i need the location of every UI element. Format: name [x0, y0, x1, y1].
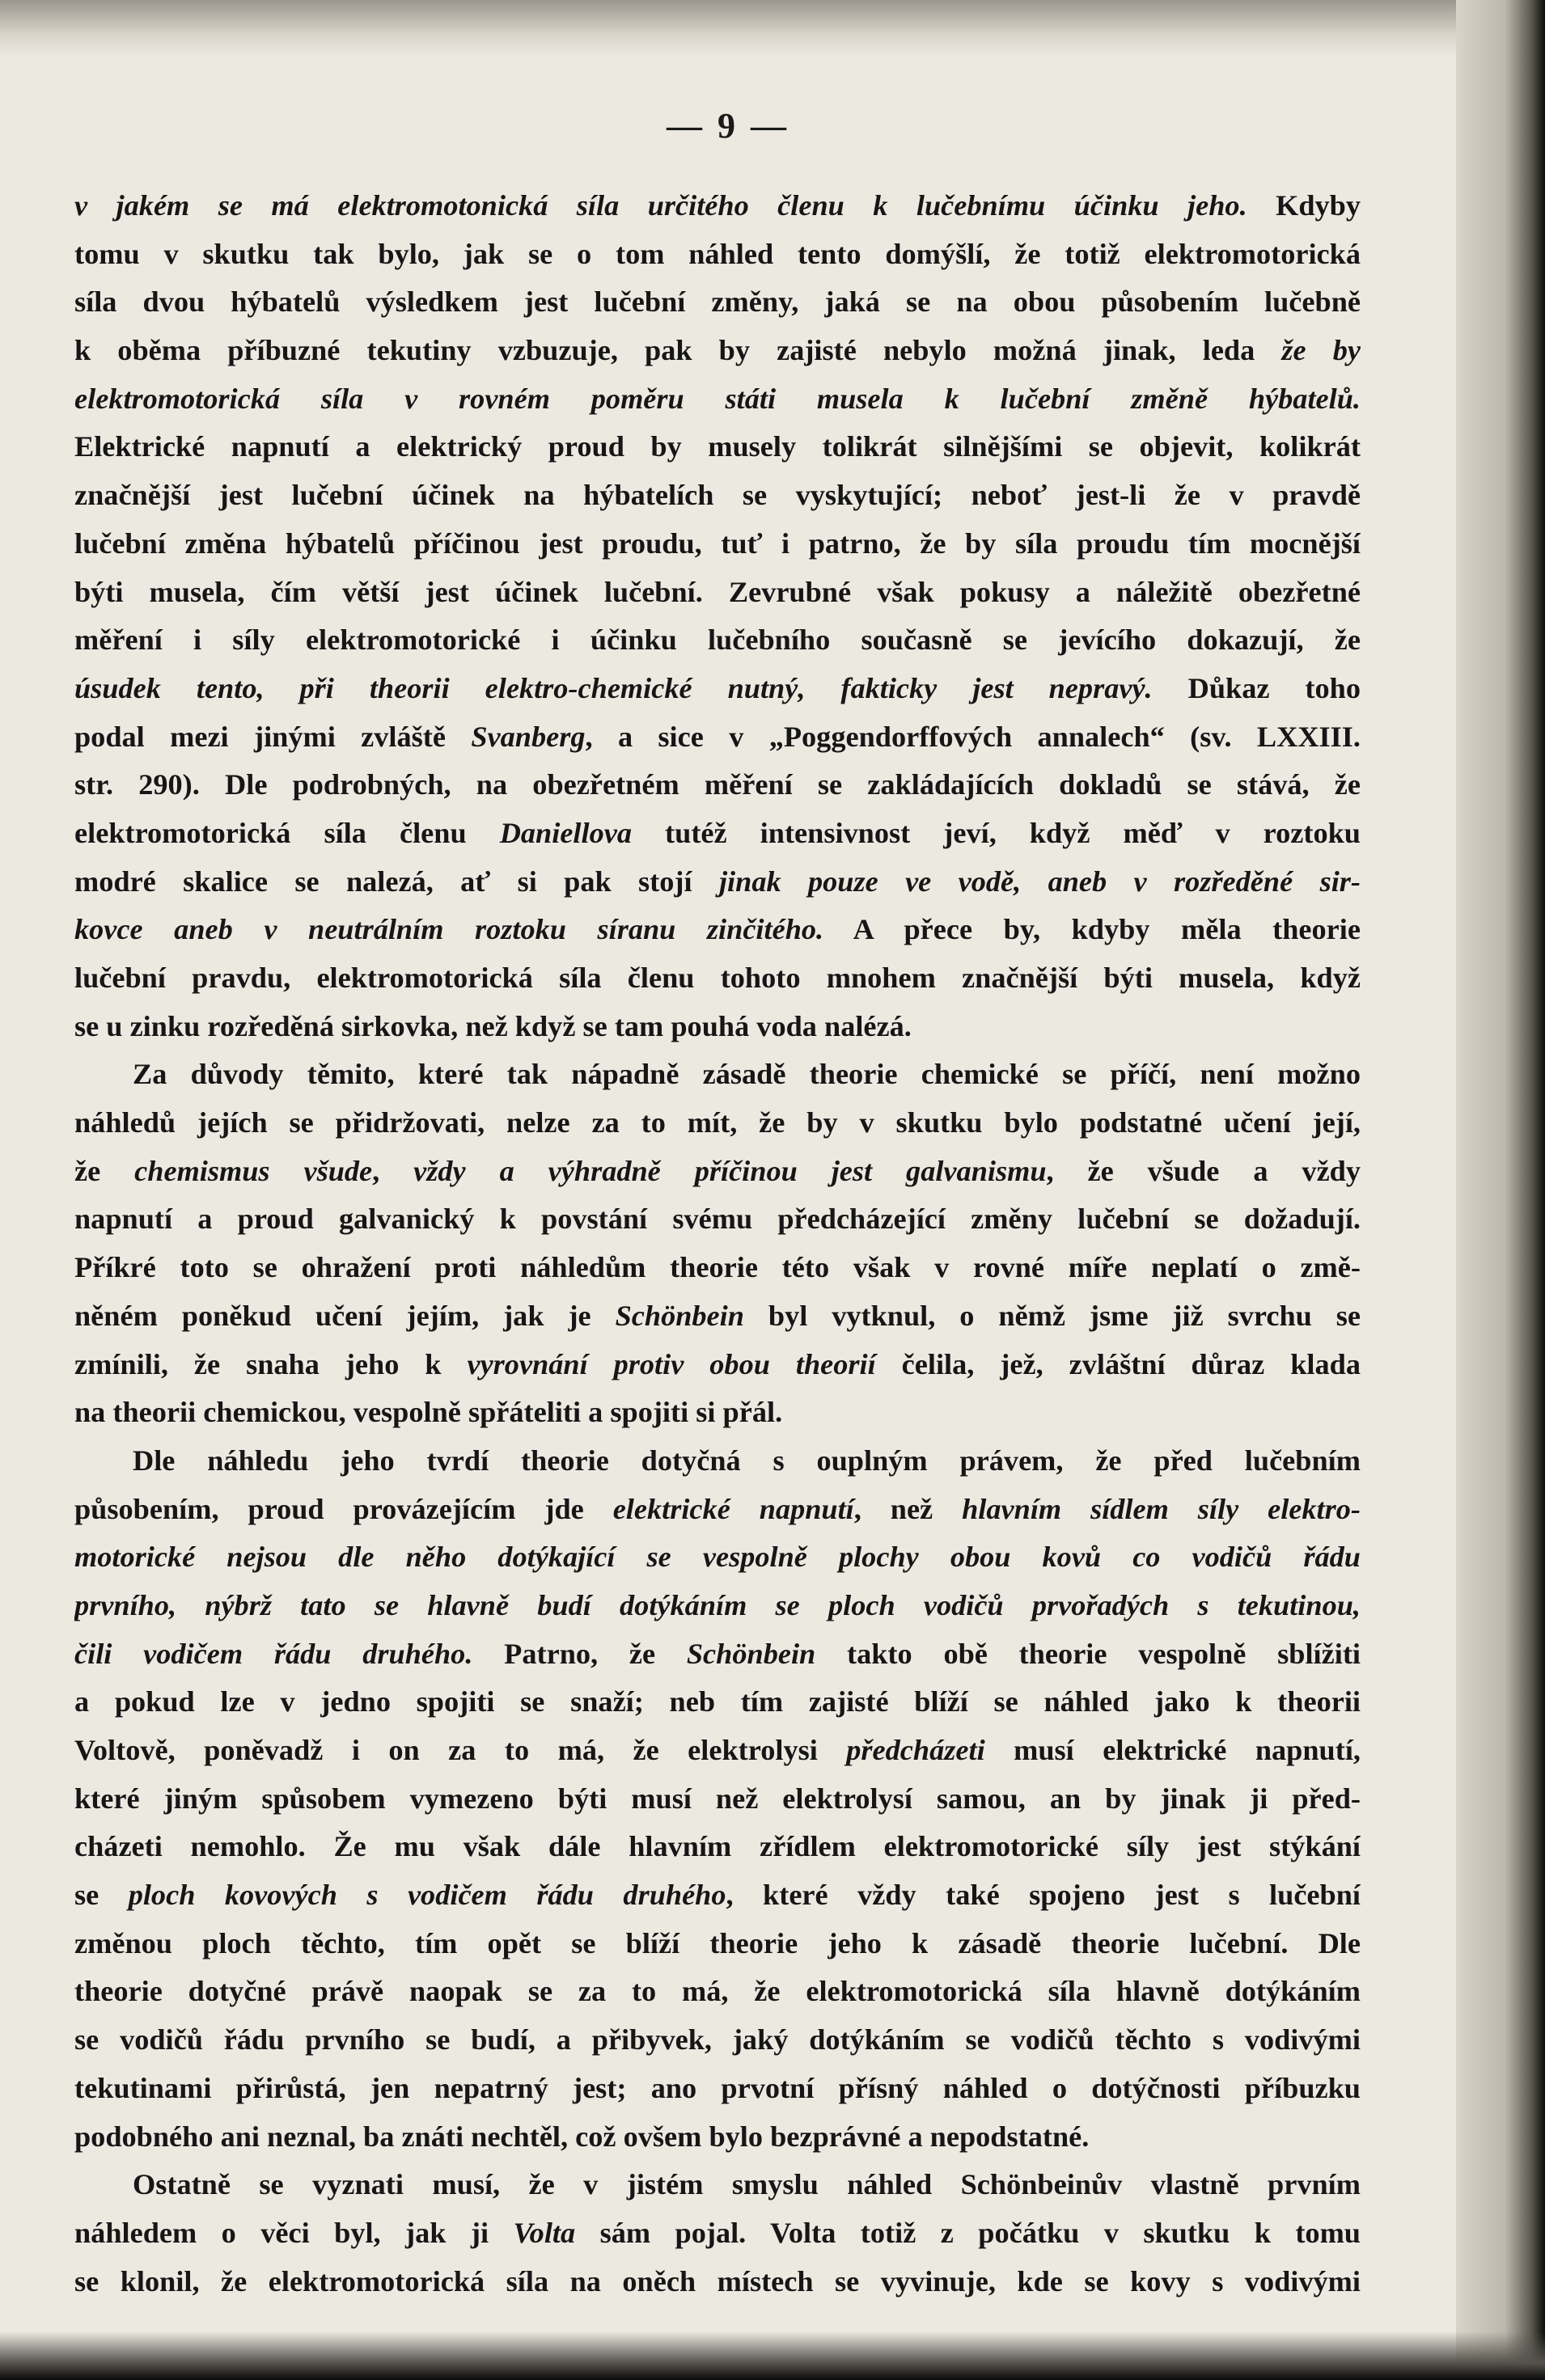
text-line — [74, 810, 1361, 858]
italic-text-segment: Svanberg — [471, 720, 586, 753]
page-number: — 9 — — [667, 106, 789, 146]
text-segment: něném poněkud učení jejím, jak je — [74, 1299, 616, 1332]
text-segment: byl vytknul, o němž jsme již svrchu se — [743, 1299, 1361, 1332]
text-segment: theorie dotyčné právě naopak se za to má, že elektromotorická síla hlavně dotýkáním — [74, 1975, 1361, 2008]
text-line — [74, 327, 1361, 375]
text-segment: k oběma příbuzné tekutiny vzbuzuje, pak by zajisté nebylo možná jinak, leda — [74, 334, 1282, 367]
text-line — [74, 761, 1361, 810]
text-line — [74, 1437, 1361, 1486]
text-line — [74, 278, 1361, 327]
text-segment: podobného ani neznal, ba znáti nechtěl, což ovšem bylo bezprávné a nepodstatné. — [74, 2120, 1090, 2153]
italic-text-segment: úsudek tento, při theorii elektro-chemické nutný, fakticky jest nepravý. — [74, 671, 1153, 704]
italic-text-segment: Schönbein — [686, 1637, 816, 1670]
text-segment: , než — [853, 1492, 963, 1525]
text-segment: býti musela, čím větší jest účinek lučební. Zevrubné však pokusy a náležitě obezřetné — [74, 575, 1361, 608]
text-line — [74, 471, 1361, 520]
text-segment: značnější jest lučební účinek na hýbatelích se vyskytující; neboť jest-li že v pravdě — [74, 479, 1361, 512]
text-segment: Elektrické napnutí a elektrický proud by musely tolikrát silnějšími se objevit, kolikrát — [74, 430, 1361, 463]
text-segment: Voltově, poněvadž i on za to má, že elektrolysi — [74, 1734, 847, 1766]
text-line — [74, 1630, 1361, 1679]
italic-text-segment: jinak pouze ve vodě, aneb v rozředěné sir- — [718, 864, 1361, 898]
italic-text-segment: hlavním sídlem síly elektro- — [962, 1492, 1361, 1525]
text-segment: které jiným spůsobem vymezeno býti musí než elektrolysí samou, an by jinak ji před- — [74, 1782, 1361, 1815]
text-segment: tekutinami přirůstá, jen nepatrný jest; ano prvotní přísný náhled o dotýčnosti příbuzku — [74, 2071, 1361, 2104]
text-line — [74, 1582, 1361, 1630]
text-line — [74, 1195, 1361, 1244]
text-line — [74, 858, 1361, 907]
body-text — [74, 182, 1361, 2306]
text-segment: se vodičů řádu prvního se budí, a přibyvek, jaký dotýkáním se vodičů těchto s vodivými — [74, 2023, 1361, 2057]
text-line — [74, 230, 1361, 279]
text-segment: působením, proud provázejícím jde — [74, 1492, 613, 1525]
text-segment: , a sice v „Poggendorffových annalech“ (sv. LXXIII. — [585, 720, 1361, 753]
text-segment: změnou ploch těchto, tím opět se blíží theorie jeho k zásadě theorie lučební. Dle — [74, 1926, 1361, 1959]
text-segment: měření i síly elektromotorické i účinku lučebního současně se jevícího dokazují, že — [74, 624, 1361, 657]
italic-text-segment: čili vodičem řádu druhého. — [74, 1637, 473, 1670]
text-line — [74, 375, 1361, 424]
text-segment: zmínili, že snaha jeho k — [74, 1347, 468, 1380]
italic-text-segment: vyrovnání protiv obou theorií — [467, 1347, 876, 1380]
text-segment: Dle náhledu jeho tvrdí theorie dotyčná s ouplným právem, že před lučebním — [133, 1444, 1361, 1477]
text-line — [74, 665, 1361, 713]
text-line — [74, 520, 1361, 569]
text-segment: Příkré toto se ohražení proti náhledům theorie této však v rovné míře neplatí o změ- — [74, 1251, 1361, 1284]
italic-text-segment: chemismus všude — [134, 1154, 373, 1187]
page-bottom-edge — [0, 2331, 1545, 2380]
text-segment: , že všude a vždy — [1046, 1154, 1361, 1187]
text-line — [74, 1823, 1361, 1871]
italic-text-segment: prvního, nýbrž tato se hlavně budí dotýkáním se ploch vodičů prvořadých s tekutinou, — [74, 1588, 1361, 1621]
text-segment: podal mezi jinými zvláště — [74, 720, 472, 753]
text-segment: náhledem o věci byl, jak ji — [74, 2216, 514, 2249]
text-segment: musí elektrické napnutí, — [984, 1734, 1361, 1766]
page-right-edge — [1456, 0, 1545, 2380]
text-line — [74, 1920, 1361, 1968]
text-segment: napnutí a proud galvanický k povstání svému předcházející změny lučební se dožadují. — [74, 1203, 1361, 1236]
page-top-shadow — [0, 0, 1545, 57]
text-line — [74, 1678, 1361, 1727]
italic-text-segment: elektromotorická síla v rovném poměru státi musela k lučební změně hýbatelů. — [74, 382, 1361, 415]
text-segment: elektromotorická síla členu — [74, 816, 500, 849]
text-segment: se u zinku rozředěná sirkovka, než když se tam pouhá voda nalézá. — [74, 1009, 912, 1042]
text-segment: lučební pravdu, elektromotorická síla členu tohoto mnohem značnější býti musela, když — [74, 962, 1361, 994]
text-segment: modré skalice se nalezá, ať si pak stojí — [74, 864, 719, 898]
text-line — [74, 1341, 1361, 1389]
text-segment: tomu v skutku tak bylo, jak se o tom náhled tento domýšlí, že totiž elektromotorická — [74, 237, 1361, 270]
text-line — [74, 954, 1361, 1003]
text-segment: sám pojal. Volta totiž z počátku v skutku k tomu — [575, 2216, 1361, 2249]
text-line — [74, 1389, 1361, 1437]
text-line — [74, 1244, 1361, 1292]
text-line — [74, 1486, 1361, 1534]
text-segment: Za důvody těmito, které tak nápadně zásadě theorie chemické se příčí, není možno — [133, 1058, 1361, 1091]
italic-text-segment: předcházeti — [846, 1734, 985, 1766]
italic-text-segment: Schönbein — [615, 1299, 744, 1332]
text-line — [74, 2209, 1361, 2258]
italic-text-segment: Daniellova — [499, 816, 633, 849]
text-segment: Důkaz toho — [1152, 671, 1361, 704]
text-line — [74, 1148, 1361, 1196]
text-segment: tutéž intensivnost jeví, když měď v roztoku — [632, 816, 1361, 849]
text-segment: náhledů jejích se přidržovati, nelze za to mít, že by v skutku bylo podstatné učení její, — [74, 1106, 1361, 1139]
text-line — [74, 1533, 1361, 1582]
italic-text-segment: motorické nejsou dle něho dotýkající se vespolně plochy obou kovů co vodičů řádu — [74, 1541, 1361, 1574]
text-segment: se klonil, že elektromotorická síla na oněch místech se vyvinuje, kde se kovy s vodivými — [74, 2264, 1361, 2298]
text-segment: síla dvou hýbatelů výsledkem jest lučební změny, jaká se na obou působením lučebně — [74, 285, 1361, 319]
text-line — [74, 616, 1361, 665]
text-line — [74, 569, 1361, 617]
italic-text-segment: Volta — [513, 2216, 576, 2249]
text-line — [74, 713, 1361, 762]
text-line — [74, 1968, 1361, 2016]
text-line — [74, 2161, 1361, 2209]
text-segment: , které vždy také spojeno jest s lučební — [726, 1879, 1361, 1912]
text-line — [74, 1099, 1361, 1148]
text-segment: Patrno, že — [472, 1637, 687, 1670]
text-segment: čelila, jež, zvláštní důraz klada — [875, 1347, 1361, 1380]
text-line — [74, 1775, 1361, 1824]
text-segment: cházeti nemohlo. Že mu však dále hlavním zřídlem elektromotorické síly jest stýkání — [74, 1830, 1361, 1863]
italic-text-segment: kovce aneb v neutrálním roztoku síranu zinčitého. — [74, 913, 824, 946]
text-line — [74, 2065, 1361, 2113]
text-segment: se — [74, 1879, 129, 1912]
text-segment: Kdyby — [1247, 189, 1361, 222]
text-line — [74, 2258, 1361, 2306]
text-line — [74, 1727, 1361, 1775]
text-line — [74, 1292, 1361, 1341]
text-line — [74, 2016, 1361, 2065]
text-line — [74, 1003, 1361, 1051]
text-segment: , — [372, 1154, 414, 1187]
italic-text-segment: vždy a výhradně příčinou jest galvanismu — [413, 1154, 1047, 1187]
text-segment: na theorii chemickou, vespolně spřáteliti a spojiti si přál. — [74, 1396, 783, 1429]
italic-text-segment: elektrické napnutí — [612, 1492, 854, 1525]
text-segment: A přece by, kdyby měla theorie — [823, 913, 1361, 946]
italic-text-segment: ploch kovových s vodičem řádu druhého — [128, 1879, 726, 1912]
text-segment: Ostatně se vyznati musí, že v jistém smyslu náhled Schönbeinův vlastně prvním — [133, 2168, 1361, 2201]
text-segment: a pokud lze v jedno spojiti se snaží; neb tím zajisté blíží se náhled jako k theorii — [74, 1685, 1361, 1718]
text-line — [74, 423, 1361, 471]
text-line — [74, 182, 1361, 230]
italic-text-segment: v jakém se má elektromotonická síla určitého členu k lučebnímu účinku jeho. — [74, 189, 1247, 222]
text-segment: že — [74, 1154, 135, 1187]
text-line — [74, 1050, 1361, 1099]
text-line — [74, 2113, 1361, 2162]
text-line — [74, 1871, 1361, 1920]
text-segment: str. 290). Dle podrobných, na obezřetném měření se zakládajících dokladů se stává, že — [74, 768, 1361, 801]
italic-text-segment: že by — [1281, 334, 1361, 367]
text-segment: takto obě theorie vespolně sblížiti — [815, 1637, 1361, 1670]
text-segment: lučební změna hýbatelů příčinou jest proudu, tuť i patrno, že by síla proudu tím mocnější — [74, 526, 1361, 560]
text-line — [74, 906, 1361, 954]
